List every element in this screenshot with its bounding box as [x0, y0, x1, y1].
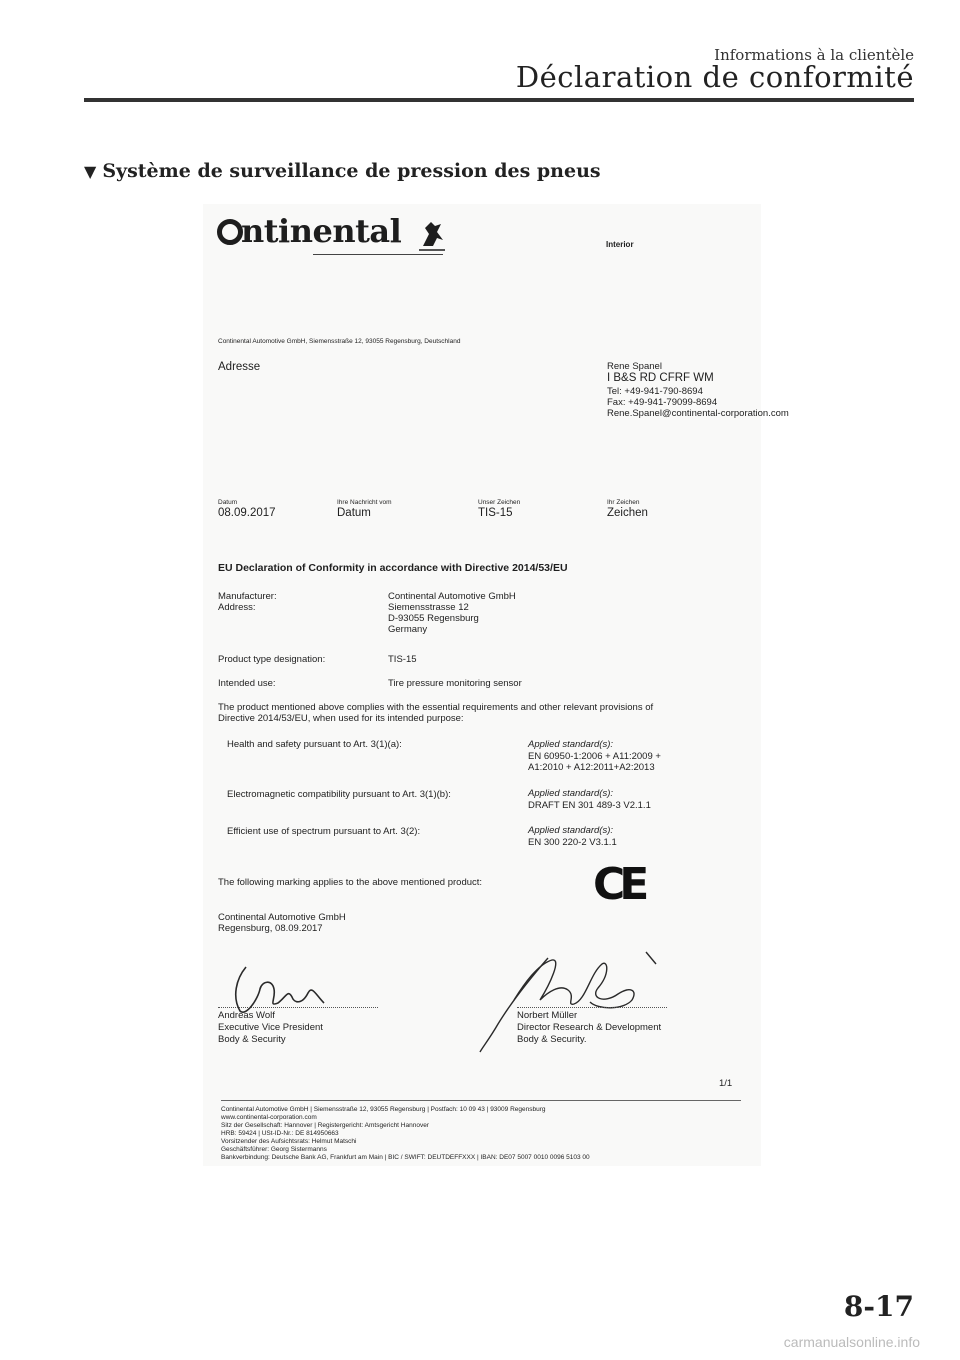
contact-fax: Fax: +49-941-79099-8694	[607, 397, 718, 408]
standard-line: A1:2010 + A12:2011+A2:2013	[528, 762, 655, 773]
marking-line: The following marking applies to the above mentioned product:	[218, 877, 483, 888]
standard-label: Health and safety pursuant to Art. 3(1)(a):	[227, 739, 402, 750]
footer-line: Geschäftsführer: Georg Sistermanns	[221, 1146, 327, 1153]
signature-line-right	[517, 1007, 667, 1008]
place-line: Continental Automotive GmbH	[218, 912, 346, 923]
footer-line: Sitz der Gesellschaft: Hannover | Registergericht: Amtsgericht Hannover	[221, 1122, 429, 1129]
standard-line: EN 60950-1:2006 + A11:2009 +	[528, 751, 661, 762]
contact-name: Rene Spanel	[607, 361, 662, 372]
continental-logo	[217, 212, 401, 250]
triangle-down-icon: ▼	[84, 162, 97, 181]
ref-label-our-sign: Unser Zeichen	[478, 499, 521, 506]
sender-line: Continental Automotive GmbH, Siemensstraße 12, 93055 Regensburg, Deutschland	[218, 338, 461, 345]
watermark: carmanualsonline.info	[783, 1334, 920, 1350]
manufacturer-line: D-93055 Regensburg	[388, 613, 479, 624]
address-field-label: Address:	[218, 602, 256, 613]
contact-dept: I B&S RD CFRF WM	[607, 372, 714, 384]
ref-label-your-message: Ihre Nachricht vom	[337, 499, 392, 506]
page-number: 8-17	[843, 1290, 914, 1323]
logo-c-icon	[217, 219, 243, 245]
product-label: Product type designation:	[218, 654, 326, 665]
footer-line: www.continental-corporation.com	[221, 1114, 317, 1121]
standard-label: Electromagnetic compatibility pursuant to Art. 3(1)(b):	[227, 789, 451, 800]
signer-right-name: Norbert Müller	[517, 1010, 578, 1021]
header-rule	[84, 98, 914, 102]
use-value: Tire pressure monitoring sensor	[388, 678, 522, 689]
footer-rule	[221, 1100, 741, 1101]
ref-label-date: Datum	[218, 499, 238, 506]
standard-head: Applied standard(s):	[528, 739, 614, 750]
ref-value-your-message: Datum	[337, 507, 371, 519]
product-value: TIS-15	[388, 654, 417, 665]
ref-value-our-sign: TIS-15	[478, 507, 513, 519]
footer-line: Bankverbindung: Deutsche Bank AG, Frankfurt am Main | BIC / SWIFT: DEUTDEFFXXX | IBAN: DE07 5007 0010 0096 5103 00	[221, 1154, 590, 1161]
standard-line: EN 300 220-2 V3.1.1	[528, 837, 617, 848]
ce-mark: CE	[593, 859, 644, 910]
signer-left-title: Executive Vice President	[218, 1022, 323, 1033]
standard-head: Applied standard(s):	[528, 788, 614, 799]
logo-underline	[313, 254, 443, 255]
manufacturer-line: Germany	[388, 624, 428, 635]
horse-logo-icon	[419, 218, 445, 252]
signer-right-division: Body & Security.	[517, 1034, 587, 1045]
address-label: Adresse	[218, 361, 261, 373]
place-line: Regensburg, 08.09.2017	[218, 923, 323, 934]
standard-line: DRAFT EN 301 489-3 V2.1.1	[528, 800, 651, 811]
signer-left-name: Andreas Wolf	[218, 1010, 275, 1021]
ref-label-your-sign: Ihr Zeichen	[607, 499, 640, 506]
contact-tel: Tel: +49-941-790-8694	[607, 386, 703, 397]
declaration-document	[203, 204, 789, 1166]
footer-line: Vorsitzender des Aufsichtsrats: Helmut Matschi	[221, 1138, 357, 1145]
signature-line-left	[218, 1007, 378, 1008]
logo-text: ntinental	[241, 212, 402, 250]
signer-right-title: Director Research & Development	[517, 1022, 662, 1033]
compliance-line: Directive 2014/53/EU, when used for its intended purpose:	[218, 713, 464, 724]
footer-line: Continental Automotive GmbH | Siemensstraße 12, 93055 Regensburg | Postfach: 10 09 43 | 93009 Regensburg	[221, 1106, 546, 1113]
manufacturer-label: Manufacturer:	[218, 591, 277, 602]
header-chapter: Informations à la clientèle	[714, 46, 914, 64]
compliance-line: The product mentioned above complies with the essential requirements and other relevant provisions of	[218, 702, 654, 713]
interior-label: Interior	[606, 240, 634, 249]
standard-head: Applied standard(s):	[528, 825, 614, 836]
use-label: Intended use:	[218, 678, 276, 689]
section-title: Système de surveillance de pression des pneus	[102, 160, 601, 182]
contact-email: Rene.Spanel@continental-corporation.com	[607, 408, 789, 419]
ref-value-date: 08.09.2017	[218, 507, 276, 519]
section-heading	[84, 160, 601, 182]
ref-value-your-sign: Zeichen	[607, 507, 648, 519]
manufacturer-line: Siemensstrasse 12	[388, 602, 469, 613]
declaration-heading: EU Declaration of Conformity in accordance with Directive 2014/53/EU	[218, 562, 568, 574]
footer-line: HRB: 59424 | USt-ID-Nr.: DE 814950663	[221, 1130, 339, 1137]
page-count: 1/1	[719, 1078, 733, 1089]
manufacturer-line: Continental Automotive GmbH	[388, 591, 516, 602]
standard-label: Efficient use of spectrum pursuant to Art. 3(2):	[227, 826, 421, 837]
signer-left-division: Body & Security	[218, 1034, 286, 1045]
header-title: Déclaration de conformité	[515, 60, 914, 94]
